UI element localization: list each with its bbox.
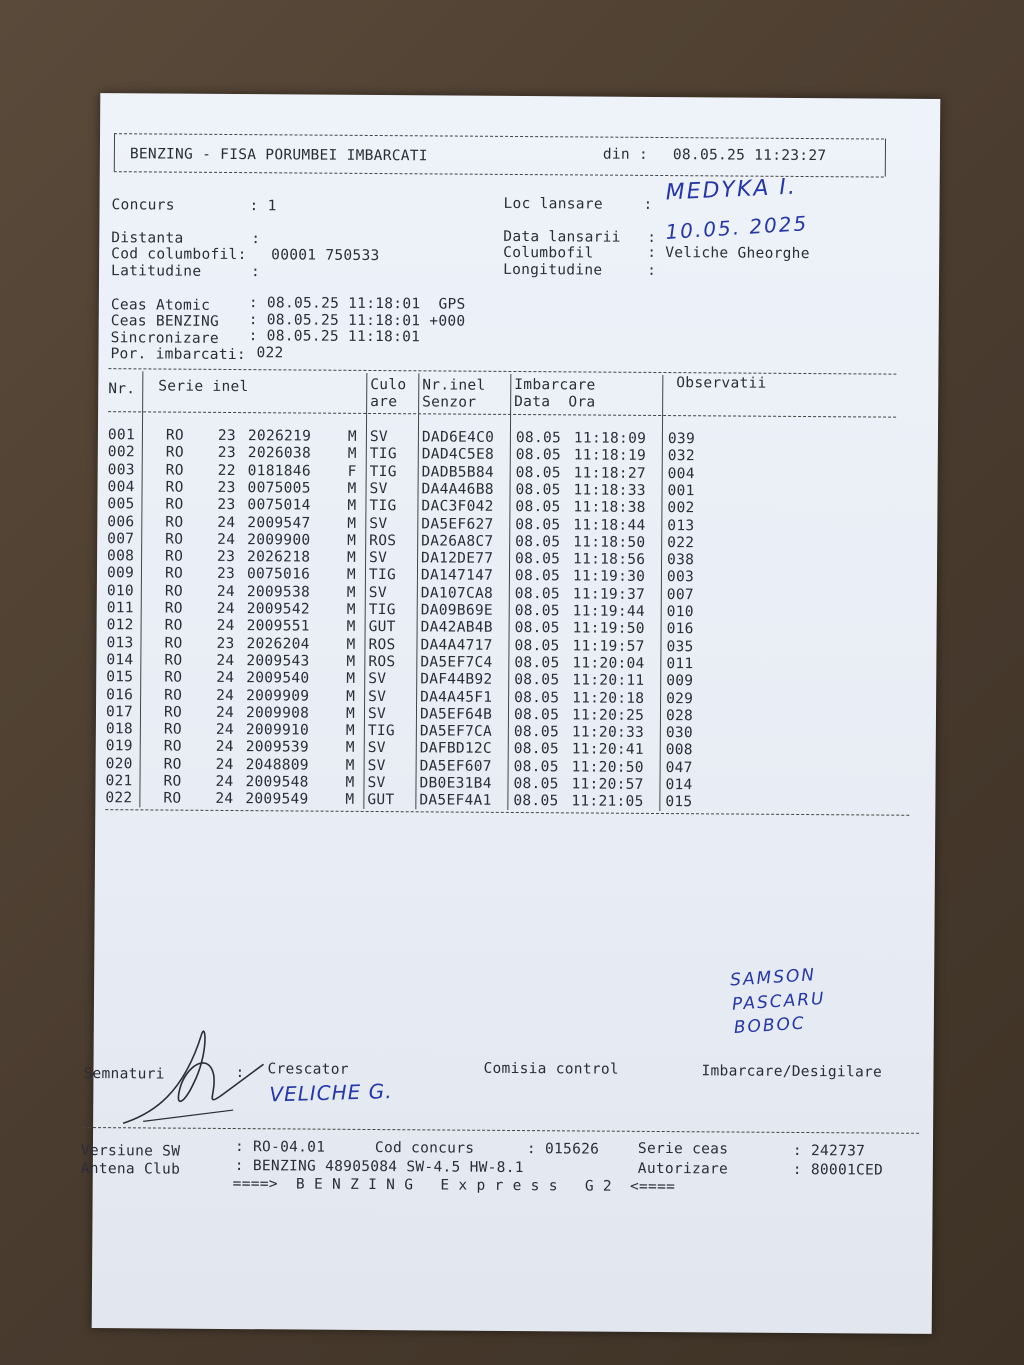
row-nr: 013 — [106, 634, 134, 651]
row-sex: M — [345, 757, 355, 774]
row-year: 24 — [215, 756, 234, 773]
row-ring: 2009910 — [245, 722, 310, 739]
row-ring: 2026219 — [247, 428, 312, 445]
row-sex: M — [346, 671, 356, 688]
row-nr: 001 — [107, 427, 136, 444]
row-ring: 0075014 — [247, 497, 311, 514]
row-obs: 028 — [665, 707, 694, 725]
col-header-nr: Nr. — [108, 381, 136, 398]
row-nr: 007 — [107, 530, 135, 548]
row-color: TIG — [369, 498, 397, 515]
concurs-label: Concurs — [111, 197, 175, 214]
row-nr: 011 — [106, 600, 134, 617]
row-sex: M — [346, 688, 356, 705]
row-obs: 011 — [666, 655, 694, 673]
row-sensor: DB0E31B4 — [419, 775, 492, 792]
distanta-value: : — [251, 231, 261, 248]
row-ring: 2009551 — [246, 618, 310, 635]
row-nr: 020 — [105, 755, 133, 773]
row-year: 24 — [216, 600, 235, 618]
row-color: SV — [369, 550, 388, 567]
printed-sheet — [80, 93, 941, 1334]
row-obs: 010 — [666, 604, 694, 621]
row-time: 11:21:05 — [571, 793, 644, 811]
row-sensor: DA5EF7CA — [419, 723, 493, 740]
crescator-label: Crescator — [267, 1061, 349, 1078]
row-country: RO — [163, 790, 182, 807]
row-ring: 2009909 — [246, 687, 310, 705]
versiune-sw-label: Versiune SW — [80, 1142, 181, 1160]
row-obs: 004 — [667, 465, 695, 482]
row-sex: M — [345, 740, 355, 757]
row-color: TIG — [368, 601, 396, 619]
row-nr: 022 — [105, 790, 133, 807]
row-date: 08.05 — [514, 689, 560, 706]
row-date: 08.05 — [513, 706, 560, 724]
row-obs: 009 — [666, 673, 694, 690]
row-sex: M — [345, 705, 356, 722]
row-year: 23 — [217, 427, 237, 445]
loc-lansare-label: Loc lansare — [503, 195, 603, 213]
col-header-observatii: Observatii — [676, 375, 767, 392]
crescator-handwritten-name: VELICHE G. — [269, 1079, 393, 1107]
row-country: RO — [165, 548, 184, 565]
row-year: 24 — [216, 670, 235, 687]
row-sensor: DA5EF607 — [419, 758, 492, 775]
row-time: 11:20:25 — [571, 707, 645, 724]
row-ring: 2026038 — [247, 445, 312, 462]
row-sex: M — [347, 446, 357, 463]
row-country: RO — [165, 462, 184, 479]
row-time: 11:18:56 — [573, 551, 646, 568]
latitudine-value: : — [251, 264, 261, 281]
commission-member-name: PASCARU — [731, 988, 827, 1015]
row-sex: M — [346, 601, 356, 618]
row-color: SV — [367, 705, 387, 722]
row-date: 08.05 — [513, 793, 559, 810]
por-imbarcati-label: Por. imbarcati: — [110, 346, 247, 364]
row-year: 24 — [215, 739, 234, 756]
row-obs: 038 — [667, 552, 695, 569]
row-time: 11:20:50 — [571, 759, 644, 776]
row-sensor: DA12DE77 — [421, 550, 494, 567]
row-color: SV — [369, 515, 388, 532]
row-sex: M — [346, 584, 356, 601]
row-nr: 004 — [107, 479, 135, 496]
row-color: SV — [369, 428, 389, 446]
row-obs: 022 — [667, 534, 695, 552]
row-date: 08.05 — [513, 758, 559, 775]
row-ring: 2009538 — [246, 583, 311, 601]
row-time: 11:18:19 — [573, 447, 647, 465]
row-ring: 2009539 — [245, 739, 310, 756]
loc-lansare-handwritten: MEDYKA I. — [665, 174, 798, 206]
row-year: 24 — [215, 704, 235, 721]
row-time: 11:20:18 — [572, 689, 645, 707]
row-year: 24 — [215, 721, 234, 739]
row-date: 08.05 — [514, 620, 560, 637]
row-nr: 012 — [106, 617, 134, 634]
row-ring: 2009900 — [247, 531, 311, 549]
row-ring: 2026204 — [246, 635, 310, 653]
row-year: 24 — [216, 618, 235, 635]
data-lansarii-colon: : — [647, 229, 657, 246]
row-nr: 015 — [106, 669, 134, 686]
row-time: 11:18:38 — [573, 499, 646, 517]
row-obs: 008 — [665, 742, 693, 759]
row-year: 23 — [217, 497, 236, 514]
row-ring: 2026218 — [247, 549, 311, 566]
row-obs: 007 — [666, 586, 694, 603]
autorizare-value: : 80001CED — [792, 1161, 884, 1179]
row-obs: 035 — [666, 638, 694, 655]
row-country: RO — [164, 635, 183, 652]
row-sensor: DAD6E4C0 — [421, 429, 495, 446]
sincronizare-label: Sincronizare — [110, 330, 220, 347]
row-nr: 021 — [105, 773, 133, 790]
row-sex: M — [345, 792, 355, 809]
row-color: SV — [369, 480, 388, 497]
row-nr: 005 — [107, 496, 135, 513]
row-ring: 2009547 — [247, 514, 311, 532]
row-country: RO — [165, 514, 184, 531]
benzing-express-banner: ====> B E N Z I N G E x p r e s s G 2 <==== — [232, 1176, 676, 1196]
row-country: RO — [163, 704, 183, 721]
row-sex: M — [347, 515, 357, 532]
row-country: RO — [163, 721, 182, 738]
comisia-control-label: Comisia control — [483, 1060, 620, 1078]
row-year: 23 — [217, 549, 236, 566]
row-date: 08.05 — [515, 533, 561, 551]
autorizare-label: Autorizare — [637, 1160, 729, 1178]
cod-concurs-value: : 015626 — [526, 1141, 600, 1158]
row-time: 11:18:44 — [573, 516, 646, 534]
row-ring: 2009543 — [246, 653, 310, 670]
row-nr: 002 — [107, 444, 135, 461]
row-obs: 013 — [667, 517, 695, 534]
col-header-nrinel-2: Senzor — [422, 394, 477, 411]
row-sensor: DA107CA8 — [420, 585, 494, 602]
antena-club-label: Antena Club — [80, 1160, 181, 1178]
row-obs: 030 — [665, 725, 694, 742]
row-time: 11:20:04 — [572, 655, 645, 672]
row-sex: M — [346, 619, 356, 636]
row-sex: F — [347, 463, 357, 480]
row-country: RO — [165, 531, 184, 548]
row-date: 08.05 — [513, 775, 559, 793]
row-obs: 001 — [667, 482, 695, 500]
row-color: SV — [368, 671, 387, 688]
row-date: 08.05 — [514, 568, 561, 585]
row-sex: M — [345, 722, 355, 739]
row-time: 11:20:33 — [571, 724, 645, 741]
row-country: RO — [164, 583, 183, 600]
row-color: SV — [368, 584, 387, 601]
table-top-border — [108, 368, 896, 375]
loc-lansare-colon: : — [643, 196, 653, 213]
row-color: GUT — [367, 792, 395, 809]
row-year: 22 — [217, 462, 236, 479]
col-header-serie-inel: Serie inel — [158, 378, 249, 396]
row-country: RO — [165, 427, 185, 444]
commission-member-name: BOBOC — [733, 1013, 807, 1039]
row-color: ROS — [368, 653, 396, 671]
row-obs: 015 — [665, 794, 693, 811]
cod-concurs-label: Cod concurs — [374, 1140, 475, 1157]
row-sex: M — [347, 498, 357, 515]
row-ring: 0075016 — [246, 566, 311, 583]
columbofil-label: Columbofil — [503, 244, 594, 262]
row-sex: M — [346, 636, 356, 653]
row-color: SV — [367, 740, 386, 757]
row-time: 11:18:33 — [573, 482, 646, 499]
row-obs: 014 — [665, 777, 693, 794]
serie-ceas-label: Serie ceas — [637, 1140, 729, 1158]
concurs-value: : 1 — [249, 198, 277, 215]
print-date-label: din : — [602, 146, 649, 163]
row-nr: 008 — [107, 548, 135, 565]
row-date: 08.05 — [513, 724, 560, 741]
row-sensor: DA147147 — [420, 567, 494, 585]
row-date: 08.05 — [514, 637, 560, 654]
row-color: ROS — [369, 532, 397, 549]
row-sensor: DA5EF64B — [419, 706, 493, 723]
row-obs: 002 — [667, 500, 695, 517]
row-color: TIG — [368, 567, 397, 584]
ceas-benzing-label: Ceas BENZING — [110, 313, 220, 330]
row-color: GUT — [368, 619, 396, 636]
row-sex: M — [346, 653, 356, 670]
row-year: 24 — [217, 514, 236, 531]
commission-member-name: SAMSON — [729, 965, 817, 991]
row-nr: 003 — [107, 461, 135, 478]
row-date: 08.05 — [515, 481, 561, 499]
row-obs: 016 — [666, 621, 694, 638]
row-country: RO — [164, 617, 183, 634]
table-header-border — [108, 411, 896, 418]
data-lansarii-handwritten: 10.05. 2025 — [664, 211, 809, 244]
row-sensor: DA26A8C7 — [421, 533, 494, 550]
row-sex: M — [346, 567, 357, 584]
row-time: 11:20:41 — [571, 741, 645, 759]
row-sensor: DAF44B92 — [420, 671, 493, 689]
row-year: 24 — [215, 791, 234, 808]
sincronizare-value: : 08.05.25 11:18:01 — [248, 328, 421, 346]
row-date: 08.05 — [515, 464, 561, 481]
row-sex: M — [347, 480, 357, 497]
row-color: ROS — [368, 636, 396, 653]
col-header-imbarcare-1: Imbarcare — [514, 376, 596, 394]
row-sensor: DA4A46B8 — [421, 481, 494, 498]
versiune-sw-value: : RO-04.01 — [234, 1139, 326, 1156]
row-date: 08.05 — [514, 654, 560, 672]
por-imbarcati-value: 022 — [256, 345, 284, 362]
row-ring: 2009908 — [245, 704, 310, 722]
row-nr: 017 — [105, 703, 134, 721]
longitudine-value: : — [647, 262, 657, 279]
ceas-atomic-value: : 08.05.25 11:18:01 GPS — [248, 295, 466, 313]
row-time: 11:19:44 — [572, 603, 646, 620]
row-year: 23 — [216, 635, 235, 652]
semnaturi-label: Semnaturi — [83, 1065, 165, 1083]
col-header-imbarcare-2: Data Ora — [514, 393, 596, 411]
longitudine-label: Longitudine — [503, 261, 603, 279]
row-nr: 016 — [106, 686, 134, 703]
row-country: RO — [164, 687, 183, 704]
row-sensor: DAFBD12C — [419, 740, 493, 758]
row-country: RO — [165, 479, 184, 496]
row-ring: 0181846 — [247, 462, 311, 480]
row-color: TIG — [367, 723, 396, 740]
row-year: 24 — [216, 687, 235, 704]
document-title: BENZING - FISA PORUMBEI IMBARCATI — [129, 146, 428, 165]
ceas-atomic-label: Ceas Atomic — [110, 297, 211, 314]
row-sex: M — [347, 532, 357, 549]
row-date: 08.05 — [514, 585, 561, 602]
row-date: 08.05 — [514, 672, 560, 689]
row-nr: 010 — [106, 582, 134, 600]
row-obs: 029 — [666, 690, 694, 707]
row-time: 11:18:27 — [573, 464, 646, 482]
row-sensor: DA5EF627 — [421, 515, 494, 533]
row-date: 08.05 — [515, 551, 561, 568]
col-header-nrinel-1: Nr.inel — [422, 377, 486, 394]
columbofil-value: : Veliche Gheorghe — [647, 244, 810, 263]
row-sex: M — [347, 549, 357, 566]
row-nr: 009 — [106, 565, 135, 582]
data-lansarii-label: Data lansarii — [503, 228, 621, 246]
row-nr: 019 — [105, 738, 133, 755]
row-country: RO — [165, 496, 184, 513]
row-year: 23 — [217, 445, 236, 462]
antena-club-value: : BENZING 48905084 SW-4.5 HW-8.1 — [234, 1158, 524, 1177]
row-nr: 018 — [105, 721, 134, 738]
signature-scribble — [113, 1013, 274, 1134]
row-sensor: DA4A45F1 — [420, 688, 493, 706]
row-ring: 2009540 — [246, 670, 310, 687]
row-country: RO — [163, 756, 182, 773]
row-country: RO — [163, 773, 182, 790]
distanta-label: Distanta — [111, 230, 184, 247]
row-sensor: DADB5B84 — [421, 463, 494, 481]
row-time: 11:19:30 — [572, 568, 646, 586]
row-country: RO — [164, 600, 183, 617]
row-year: 24 — [216, 652, 235, 669]
row-sensor: DA42AB4B — [420, 619, 493, 637]
row-date: 08.05 — [515, 447, 562, 464]
commission-handwritten-names — [729, 965, 911, 1059]
ceas-benzing-value: : 08.05.25 11:18:01 +000 — [248, 312, 466, 330]
row-sensor: DA5EF4A1 — [419, 792, 492, 810]
latitudine-label: Latitudine — [111, 263, 202, 280]
row-year: 23 — [217, 479, 236, 496]
row-country: RO — [163, 738, 182, 756]
row-ring: 2009542 — [246, 601, 310, 618]
col-header-culoare-2: are — [370, 393, 398, 411]
cod-columbofil-value: 00001 750533 — [271, 247, 380, 265]
row-ring: 2009549 — [245, 791, 309, 808]
row-nr: 006 — [107, 513, 135, 530]
row-sex: M — [345, 774, 355, 791]
row-sensor: DAD4C5E8 — [421, 446, 495, 464]
row-color: SV — [367, 774, 386, 792]
row-sensor: DA09B69E — [420, 602, 494, 619]
pigeon-table-body — [105, 427, 898, 813]
cod-columbofil-label: Cod columbofil: — [111, 246, 247, 264]
row-time: 11:20:57 — [571, 776, 644, 793]
row-date: 08.05 — [515, 499, 561, 516]
row-country: RO — [164, 669, 183, 686]
row-obs: 039 — [667, 431, 696, 448]
row-time: 11:20:11 — [572, 672, 645, 690]
row-time: 11:19:37 — [572, 586, 646, 603]
row-year: 24 — [216, 583, 235, 600]
row-date: 08.05 — [515, 429, 562, 447]
row-obs: 003 — [666, 569, 695, 586]
serie-ceas-value: : 242737 — [792, 1142, 866, 1160]
col-header-culoare-1: Culo — [370, 376, 407, 394]
row-date: 08.05 — [513, 741, 559, 758]
row-country: RO — [164, 652, 183, 669]
row-color: SV — [367, 757, 386, 774]
row-sex: M — [347, 428, 358, 445]
row-time: 11:19:50 — [572, 620, 645, 638]
row-year: 24 — [215, 773, 234, 791]
row-time: 11:19:57 — [572, 637, 645, 655]
row-ring: 2009548 — [245, 774, 309, 791]
row-obs: 047 — [665, 759, 693, 776]
semnaturi-colon: : — [235, 1065, 245, 1082]
row-sensor: DAC3F042 — [421, 498, 494, 516]
row-time: 11:18:09 — [573, 430, 647, 447]
row-color: SV — [368, 688, 387, 705]
row-ring: 2048809 — [245, 756, 309, 774]
row-year: 24 — [217, 531, 236, 548]
row-country: RO — [164, 565, 184, 583]
row-date: 08.05 — [515, 516, 561, 533]
row-date: 08.05 — [514, 602, 560, 620]
row-time: 11:18:50 — [573, 534, 646, 551]
row-year: 23 — [216, 566, 236, 583]
row-color: TIG — [369, 446, 397, 463]
row-nr: 014 — [106, 652, 134, 669]
row-country: RO — [165, 444, 184, 461]
row-ring: 0075005 — [247, 480, 311, 497]
print-date-value: 08.05.25 11:23:27 — [672, 147, 827, 165]
row-color: TIG — [369, 463, 397, 480]
row-obs: 032 — [667, 448, 695, 465]
row-sensor: DA4A4717 — [420, 636, 493, 654]
row-sensor: DA5EF7C4 — [420, 654, 493, 671]
imbarcare-desigilare-label: Imbarcare/Desigilare — [701, 1063, 883, 1081]
